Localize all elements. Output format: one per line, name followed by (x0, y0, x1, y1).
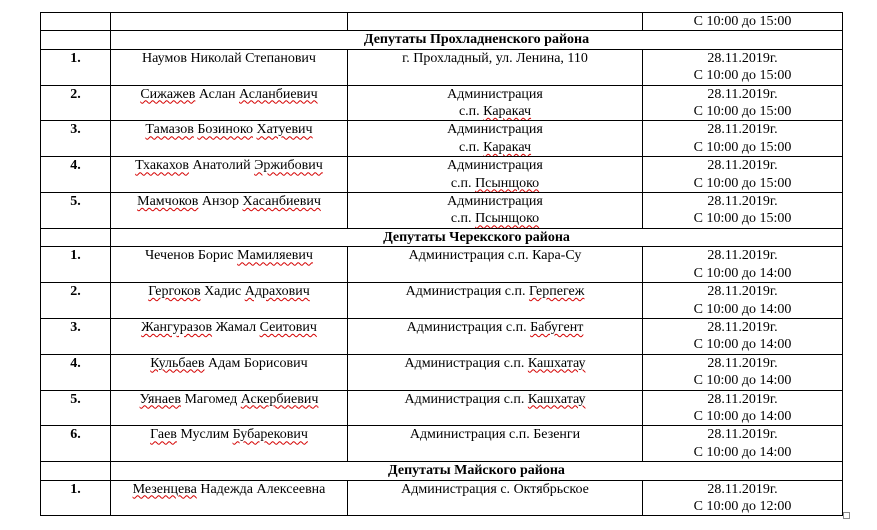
deputy-name: Уянаев Магомед Аскербиевич (111, 390, 348, 426)
reception-place (348, 390, 643, 426)
empty-cell (41, 462, 111, 480)
place-line: с.п. Каракач (458, 104, 532, 120)
reception-time: С 10:00 до 15:00 (693, 68, 792, 84)
reception-time: С 10:00 до 14:00 (693, 337, 792, 353)
reception-place (348, 157, 643, 193)
reception-time: С 10:00 до 14:00 (693, 408, 792, 424)
table-row (41, 13, 843, 31)
row-number: 5. (41, 390, 111, 426)
row-number: 1. (41, 480, 111, 516)
place-line: Администрация с.п. Безенги (409, 427, 581, 443)
reception-datetime (643, 193, 843, 229)
place-line: Администрация (447, 158, 543, 174)
reception-date: 28.11.2019г. (707, 194, 778, 210)
reception-date: 28.11.2019г. (707, 284, 778, 300)
row-number: 1. (41, 49, 111, 85)
reception-time: С 10:00 до 14:00 (693, 265, 792, 281)
reception-time: С 10:00 до 15:00 (693, 175, 792, 191)
reception-date: 28.11.2019г. (707, 122, 778, 138)
reception-place (348, 193, 643, 229)
num-cell (41, 13, 111, 31)
reception-place (348, 283, 643, 319)
section-header-row (41, 228, 843, 246)
deputy-name: Чеченов Борис Мамиляевич (111, 247, 348, 283)
reception-datetime (643, 247, 843, 283)
reception-time: С 10:00 до 14:00 (693, 373, 792, 389)
table-row (41, 49, 843, 85)
reception-date: 28.11.2019г. (707, 391, 778, 407)
reception-place (348, 49, 643, 85)
reception-place (348, 426, 643, 462)
place-line: Администрация с.п. Кашхатау (404, 355, 586, 371)
row-number: 5. (41, 193, 111, 229)
row-number: 1. (41, 247, 111, 283)
deputy-name: Кульбаев Адам Борисович (111, 354, 348, 390)
row-number: 2. (41, 283, 111, 319)
place-line: Администрация (447, 122, 543, 138)
place-line: Администрация с.п. Кара-Су (408, 248, 582, 264)
place-line: с.п. Каракач (458, 139, 532, 155)
reception-datetime (643, 283, 843, 319)
section-header-row (41, 462, 843, 480)
section-title: Депутаты Прохладненского района (111, 31, 843, 49)
row-number: 2. (41, 85, 111, 121)
deputy-name: Мезенцева Надежда Алексеевна (111, 480, 348, 516)
place-line: Администрация с. Октябрьское (401, 481, 589, 497)
reception-date: 28.11.2019г. (707, 427, 778, 443)
row-number: 3. (41, 121, 111, 157)
deputy-name: Сижажев Аслан Асланбиевич (111, 85, 348, 121)
reception-place (348, 480, 643, 516)
table-body (41, 13, 843, 516)
place-line: Администрация с.п. Бабугент (406, 319, 584, 335)
place-line: с.п. Псынщоко (450, 211, 540, 227)
table-row (41, 157, 843, 193)
deputies-schedule-table (40, 12, 843, 516)
time-text: С 10:00 до 15:00 (693, 14, 792, 29)
deputy-name: Жангуразов Жамал Сеитович (111, 318, 348, 354)
deputy-name: Гергоков Хадис Адрахович (111, 283, 348, 319)
reception-place (348, 85, 643, 121)
place-line: г. Прохладный, ул. Ленина, 110 (402, 50, 588, 66)
reception-date: 28.11.2019г. (707, 158, 778, 174)
reception-datetime (643, 157, 843, 193)
table-row (41, 247, 843, 283)
reception-datetime (643, 354, 843, 390)
deputy-name: Гаев Муслим Бубарекович (111, 426, 348, 462)
name-cell (111, 13, 348, 31)
row-number: 4. (41, 157, 111, 193)
time-cell (643, 13, 843, 31)
place-line: Администрация (447, 194, 543, 210)
reception-date: 28.11.2019г. (707, 86, 778, 102)
reception-date: 28.11.2019г. (707, 319, 778, 335)
reception-time: С 10:00 до 12:00 (693, 498, 792, 514)
deputy-name: Тхакахов Анатолий Эржибович (111, 157, 348, 193)
table-row (41, 85, 843, 121)
row-number: 6. (41, 426, 111, 462)
deputy-name: Тамазов Бозиноко Хатуевич (111, 121, 348, 157)
reception-time: С 10:00 до 15:00 (693, 104, 792, 120)
row-number: 4. (41, 354, 111, 390)
reception-datetime (643, 49, 843, 85)
reception-place (348, 318, 643, 354)
table-row (41, 283, 843, 319)
table-row (41, 121, 843, 157)
reception-datetime (643, 318, 843, 354)
reception-date: 28.11.2019г. (707, 248, 778, 264)
table-resize-handle[interactable] (843, 512, 850, 519)
table-row (41, 480, 843, 516)
place-line: Администрация с.п. Герпегеж (405, 284, 585, 300)
place-line: с.п. Псынщоко (450, 175, 540, 191)
reception-place (348, 247, 643, 283)
empty-cell (41, 31, 111, 49)
reception-time: С 10:00 до 15:00 (693, 139, 792, 155)
section-title: Депутаты Майского района (111, 462, 843, 480)
reception-time: С 10:00 до 14:00 (693, 301, 792, 317)
table-row (41, 318, 843, 354)
reception-datetime (643, 480, 843, 516)
section-title: Депутаты Черекского района (111, 228, 843, 246)
empty-cell (41, 228, 111, 246)
reception-datetime (643, 85, 843, 121)
reception-place (348, 121, 643, 157)
reception-time: С 10:00 до 14:00 (693, 444, 792, 460)
reception-date: 28.11.2019г. (707, 50, 778, 66)
place-line: Администрация (447, 86, 543, 102)
reception-date: 28.11.2019г. (707, 355, 778, 371)
deputy-name: Наумов Николай Степанович (111, 49, 348, 85)
reception-datetime (643, 426, 843, 462)
section-header-row (41, 31, 843, 49)
reception-datetime (643, 121, 843, 157)
reception-date: 28.11.2019г. (707, 481, 778, 497)
reception-place (348, 354, 643, 390)
table-row (41, 426, 843, 462)
deputy-name: Мамчоков Анзор Хасанбиевич (111, 193, 348, 229)
place-line: Администрация с.п. Кашхатау (404, 391, 586, 407)
row-number: 3. (41, 318, 111, 354)
table-row (41, 354, 843, 390)
table-row (41, 193, 843, 229)
reception-time: С 10:00 до 15:00 (693, 211, 792, 227)
table-row (41, 390, 843, 426)
place-cell (348, 13, 643, 31)
reception-datetime (643, 390, 843, 426)
